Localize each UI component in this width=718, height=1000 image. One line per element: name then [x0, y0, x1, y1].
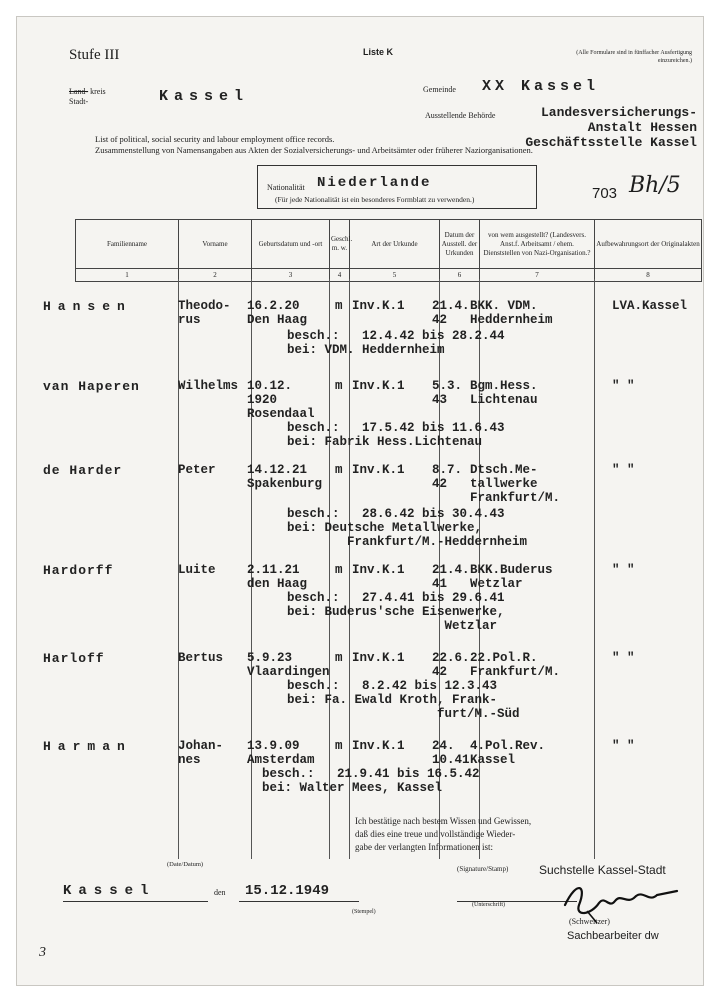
gemeinde-value: XX Kassel — [482, 78, 600, 95]
entry-employment: besch.: 27.4.41 bis 29.6.41 bei: Buderus'sche Eisenwerke, Wetzlar — [287, 591, 505, 633]
nationality-note: (Für jede Nationalität ist ein besonderes Formblatt zu verwenden.) — [275, 195, 475, 204]
liste-label: Liste K — [363, 47, 394, 57]
entry-issuer: Dtsch.Me- tallwerke Frankfurt/M. — [470, 463, 561, 505]
stempel-caption: (Stempel) — [352, 909, 376, 915]
date-value: 15.12.1949 — [245, 883, 330, 899]
stufe-label: Stufe III — [69, 47, 120, 63]
place-underline — [63, 901, 208, 902]
entry-birth: 14.12.21 Spakenburg — [247, 463, 323, 491]
col-number: 5 — [350, 269, 440, 282]
col-header-geburtsdatum: Geburtsdatum und -ort — [252, 220, 330, 269]
col-header-vorname: Vorname — [179, 220, 252, 269]
entry-archive: " " — [612, 463, 635, 477]
entry-sex: m — [335, 379, 343, 393]
entry-given-name: Bertus — [178, 651, 224, 665]
entry-document: Inv.K.1 — [352, 739, 405, 753]
ausstellende-label: Ausstellende Behörde — [425, 111, 496, 120]
copies-note: (Alle Formulare sind in fünffacher Ausfertigung einzureichen.) — [576, 50, 692, 64]
entry-given-name: Wilhelms — [178, 379, 239, 393]
document-page — [16, 16, 704, 986]
handwritten-number: Bh/5 — [629, 173, 681, 198]
entry-document: Inv.K.1 — [352, 563, 405, 577]
col-header-urkunde: Art der Urkunde — [350, 220, 440, 269]
kreis-label — [69, 87, 106, 107]
stadt-word: Stadt- — [69, 97, 89, 106]
confirmation-text: Ich bestätige nach bestem Wissen und Gewissen, daß dies eine treue und vollständige Wieder- gabe der verlangten Informationen ist: — [355, 816, 532, 852]
entry-given-name: Theodo- rus — [178, 299, 231, 327]
date-caption: (Date/Datum) — [167, 861, 204, 868]
header-row — [76, 220, 702, 269]
entry-sex: m — [335, 299, 343, 313]
entry-date: 5.3. 43 — [432, 379, 463, 407]
entry-family-name: Hansen — [43, 299, 132, 314]
entry-family-name: de Harder — [43, 463, 123, 478]
signature-caption: (Signature/Stamp) — [457, 865, 509, 873]
nationality-value: Niederlande — [317, 175, 432, 191]
col-number: 6 — [440, 269, 480, 282]
entry-given-name: Luite — [178, 563, 216, 577]
place-value: Kassel — [63, 883, 156, 899]
entry-given-name: Johan- nes — [178, 739, 224, 767]
entry-document: Inv.K.1 — [352, 379, 405, 393]
entry-document: Inv.K.1 — [352, 651, 405, 665]
entry-archive: " " — [612, 739, 635, 753]
entry-archive: " " — [612, 651, 635, 665]
entry-employment: besch.: 8.2.42 bis 12.3.43 bei: Fa. Ewald Kroth, Frank- furt/M.-Süd — [287, 679, 520, 721]
handwritten-signature — [557, 875, 687, 925]
entry-employment: besch.: 28.6.42 bis 30.4.43 bei: Deutsche Metallwerke, Frankfurt/M.-Heddernheim — [287, 507, 528, 549]
kreis-word: kreis — [90, 87, 106, 96]
document-number: 703 — [592, 185, 618, 202]
entry-date: 24. 10.41 — [432, 739, 470, 767]
list-description-de: Zusammenstellung von Namensangaben aus Akten der Sozialversicherungs- und Arbeitsämter oder früherer Naziorganisationen. — [95, 145, 533, 155]
col-header-aussteller: von wem ausgestellt? (Landesvers. Anst.f. Arbeitsamt / ehem. Dienststellen von Nazi-Organisation.? — [480, 220, 595, 269]
col-header-geschlecht: Geschl. m. w. — [330, 220, 350, 269]
entry-document: Inv.K.1 — [352, 463, 405, 477]
nationality-label: Nationalität — [267, 183, 305, 192]
kreis-value: Kassel — [159, 88, 250, 105]
entry-family-name: Harloff — [43, 651, 105, 666]
entry-employment: besch.: 17.5.42 bis 11.6.43 bei: Fabrik Hess.Lichtenau — [287, 421, 505, 449]
entry-family-name: van Haperen — [43, 379, 140, 394]
entry-archive: LVA.Kassel — [612, 299, 688, 313]
entry-issuer: BKK. VDM. Heddernheim — [470, 299, 553, 327]
entry-birth: 2.11.21 den Haag — [247, 563, 308, 591]
entry-sex: m — [335, 563, 343, 577]
entry-family-name: Harman — [43, 739, 132, 754]
land-strike: Land- — [69, 87, 89, 96]
col-number: 8 — [595, 269, 702, 282]
col-header-datum: Datum der Ausstell. der Urkunden — [440, 220, 480, 269]
col-number: 1 — [76, 269, 179, 282]
margin-mark: 3 — [39, 945, 46, 960]
entry-birth: 10.12. 1920 Rosendaal — [247, 379, 315, 421]
entry-birth: 16.2.20 Den Haag — [247, 299, 308, 327]
list-description-en: List of political, social security and labour employment office records. — [95, 134, 335, 144]
col-header-aufbewahrung: Aufbewahrungsort der Originalakten — [595, 220, 702, 269]
entry-sex: m — [335, 651, 343, 665]
entry-employment: besch.: 21.9.41 bis 16.5.42 bei: Walter Mees, Kassel — [262, 767, 480, 795]
office-stamp: Suchstelle Kassel-Stadt — [539, 863, 666, 877]
col-header-familienname: Familienname — [76, 220, 179, 269]
col-number: 4 — [330, 269, 350, 282]
entry-issuer: 22.Pol.R. Frankfurt/M. — [470, 651, 561, 679]
records-table-header — [75, 219, 702, 282]
col-number: 7 — [480, 269, 595, 282]
unterschrift-caption: (Unterschrift) — [472, 902, 505, 908]
gemeinde-label: Gemeinde — [423, 85, 456, 94]
entry-document: Inv.K.1 — [352, 299, 405, 313]
column-rule — [594, 279, 595, 859]
col-number: 3 — [252, 269, 330, 282]
entry-archive: " " — [612, 563, 635, 577]
col-number: 2 — [179, 269, 252, 282]
entry-archive: " " — [612, 379, 635, 393]
entry-family-name: Hardorff — [43, 563, 114, 578]
entry-date: 21.4. 42 — [432, 299, 470, 327]
den-word: den — [214, 888, 226, 897]
schweitzer-name: (Schweitzer) — [569, 917, 610, 926]
entry-sex: m — [335, 463, 343, 477]
entry-sex: m — [335, 739, 343, 753]
entry-issuer: Bgm.Hess. Lichtenau — [470, 379, 538, 407]
entry-issuer: 4.Pol.Rev. Kassel — [470, 739, 546, 767]
date-underline — [239, 901, 359, 902]
entry-birth: 13.9.09 Amsterdam — [247, 739, 315, 767]
entry-issuer: BKK.Buderus Wetzlar — [470, 563, 553, 591]
list-description — [95, 134, 533, 156]
entry-date: 21.4. 41 — [432, 563, 470, 591]
entry-date: 8.7. 42 — [432, 463, 463, 491]
sachbearbeiter-label: Sachbearbeiter dw — [567, 930, 659, 942]
entry-date: 22.6. 42 — [432, 651, 470, 679]
ausstellende-value: Landesversicherungs- Anstalt Hessen Geschäftsstelle Kassel — [525, 105, 697, 150]
entry-given-name: Peter — [178, 463, 216, 477]
entry-birth: 5.9.23 Vlaardingen — [247, 651, 330, 679]
entry-employment: besch.: 12.4.42 bis 28.2.44 bei: VDM. Heddernheim — [287, 329, 505, 357]
